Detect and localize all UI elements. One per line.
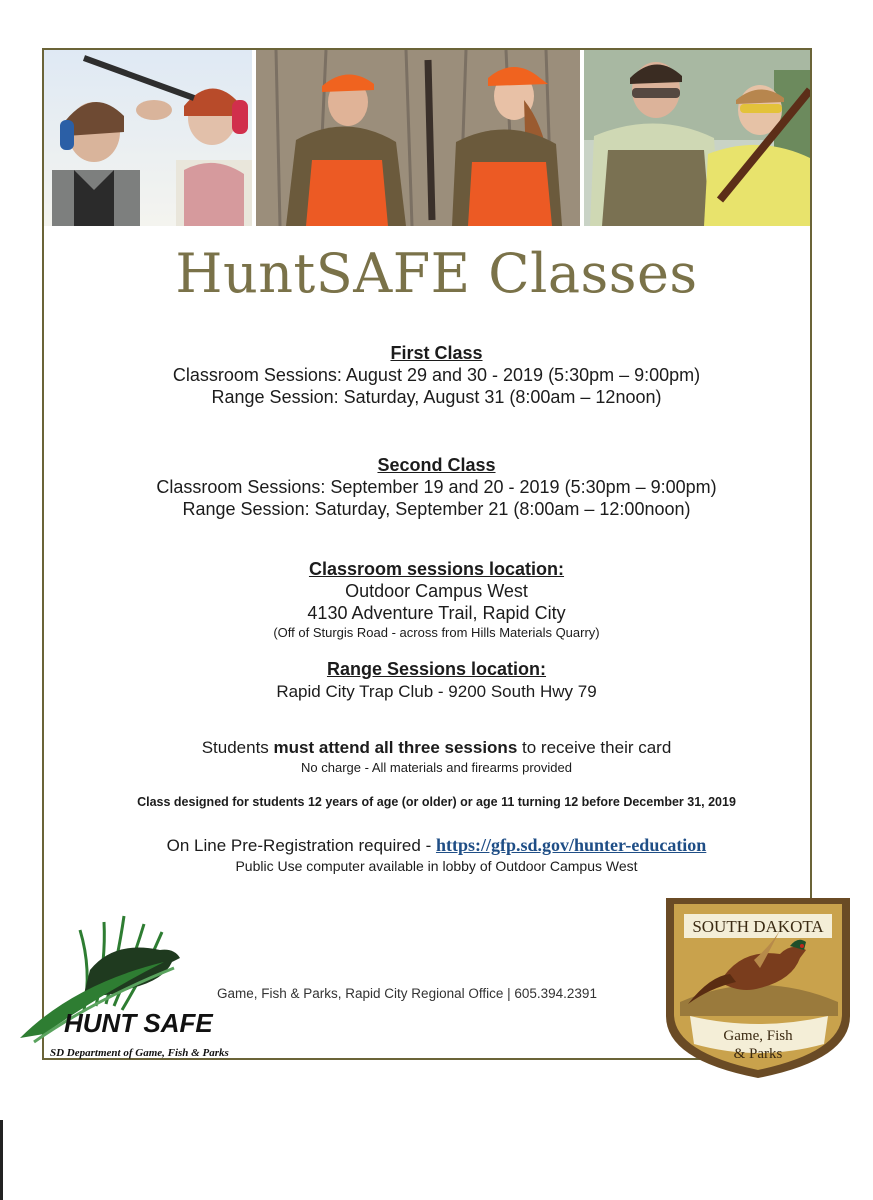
sd-badge-line1: Game, Fish bbox=[723, 1028, 793, 1044]
sd-badge-line2: & Parks bbox=[733, 1046, 783, 1062]
first-class-section bbox=[0, 342, 873, 408]
classroom-location-address: 4130 Adventure Trail, Rapid City bbox=[307, 603, 566, 623]
scan-edge-mark bbox=[0, 1120, 3, 1200]
attendance-suffix: to receive their card bbox=[517, 738, 672, 757]
photo-father-son bbox=[584, 50, 810, 226]
pheasant-logo-icon bbox=[14, 910, 264, 1062]
attendance-line bbox=[0, 736, 873, 759]
first-class-range: Range Session: Saturday, August 31 (8:00am – 12noon) bbox=[211, 387, 662, 407]
second-class-section bbox=[0, 454, 873, 520]
second-class-classroom: Classroom Sessions: September 19 and 20 - 2019 (5:30pm – 9:00pm) bbox=[156, 477, 717, 497]
first-class-classroom: Classroom Sessions: August 29 and 30 - 2019 (5:30pm – 9:00pm) bbox=[172, 365, 701, 385]
classroom-location-name: Outdoor Campus West bbox=[345, 581, 528, 601]
registration-text: On Line Pre-Registration required - bbox=[166, 836, 436, 855]
range-location-heading: Range Sessions location: bbox=[326, 659, 547, 679]
attendance-section bbox=[0, 736, 873, 777]
attendance-prefix: Students bbox=[201, 738, 274, 757]
registration-section bbox=[0, 834, 873, 875]
page-title: HuntSAFE Classes bbox=[175, 242, 698, 305]
attendance-emphasis: must attend all three sessions bbox=[273, 738, 518, 757]
pheasant-badge-icon bbox=[660, 884, 856, 1080]
huntsafe-logo bbox=[14, 910, 264, 1062]
registration-link[interactable]: https://gfp.sd.gov/hunter-education bbox=[435, 835, 707, 855]
classroom-location-note: (Off of Sturgis Road - across from Hills Materials Quarry) bbox=[273, 625, 600, 640]
registration-note: Public Use computer available in lobby of Outdoor Campus West bbox=[235, 858, 638, 874]
sd-gfp-badge bbox=[660, 884, 856, 1080]
range-location-section bbox=[0, 658, 873, 703]
photo-hunters-orange bbox=[256, 50, 580, 226]
classroom-location-section bbox=[0, 558, 873, 642]
first-class-heading: First Class bbox=[390, 343, 483, 363]
range-location-name: Rapid City Trap Club - 9200 South Hwy 79 bbox=[276, 682, 597, 701]
classroom-location-heading: Classroom sessions location: bbox=[308, 559, 565, 579]
huntsafe-logo-name: HUNT SAFE bbox=[64, 1008, 213, 1038]
registration-line bbox=[0, 834, 873, 857]
eligibility-text: Class designed for students 12 years of age (or older) or age 11 turning 12 before December 31, 2019 bbox=[137, 795, 736, 809]
huntsafe-logo-sub: SD Department of Game, Fish & Parks bbox=[50, 1047, 229, 1059]
photo-banner bbox=[44, 50, 810, 226]
sd-badge-title: SOUTH DAKOTA bbox=[692, 917, 824, 936]
attendance-note: No charge - All materials and firearms provided bbox=[301, 760, 572, 775]
footer-office-contact: Game, Fish & Parks, Rapid City Regional Office | 605.394.2391 bbox=[217, 986, 597, 1001]
second-class-range: Range Session: Saturday, September 21 (8:00am – 12:00noon) bbox=[182, 499, 691, 519]
second-class-heading: Second Class bbox=[377, 455, 496, 475]
photo-shooting-range bbox=[44, 50, 252, 226]
